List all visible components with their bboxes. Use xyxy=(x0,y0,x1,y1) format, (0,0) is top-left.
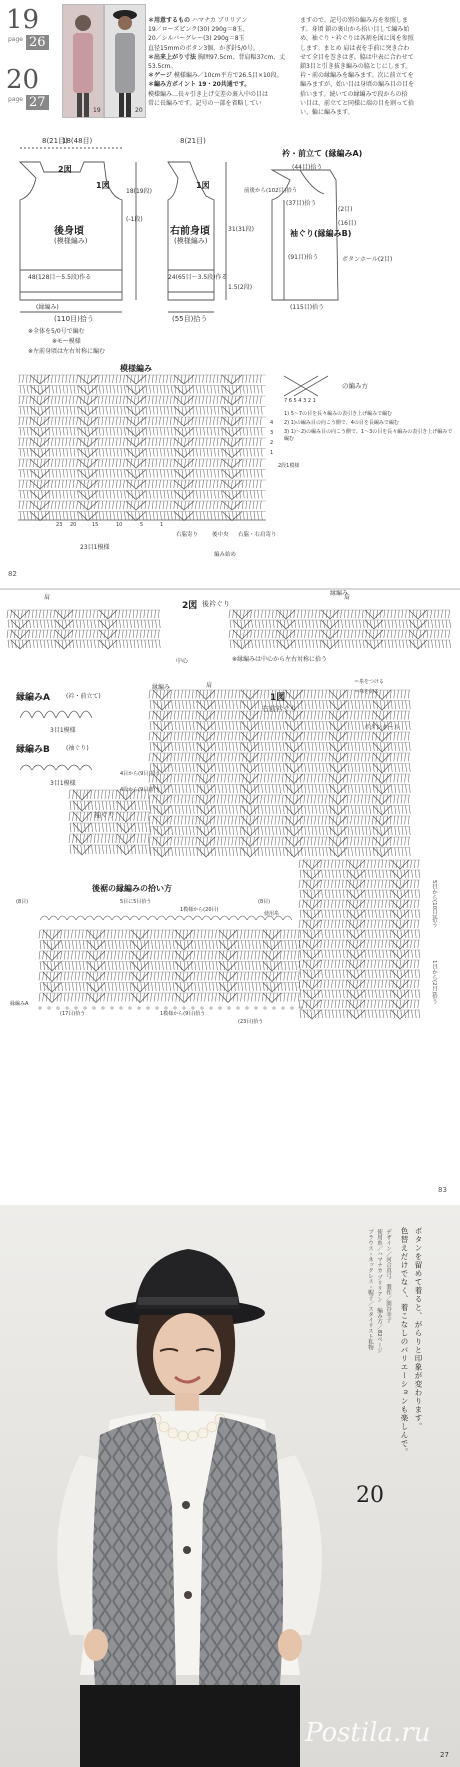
legend-symbol xyxy=(284,376,328,396)
armhole-pick-2: 4段から(9目)拾う xyxy=(120,787,161,793)
method-line-6: します。まとめ 肩は表を手前に突き合わ xyxy=(300,44,410,52)
materials-title: ＊用意するもの xyxy=(148,17,191,24)
item-number-20: 20 xyxy=(356,1483,384,1508)
edge-a-label-83: 縁編みA xyxy=(10,1001,29,1007)
hem-dim-6: (17目)拾う xyxy=(60,1011,86,1017)
front-body-sub: (模様編み) xyxy=(174,237,208,245)
edge-dim-8: (115目)拾う xyxy=(290,304,325,311)
label-side-shoulder: 右脇・右肩寄り xyxy=(238,532,277,538)
neck-shoulder-right: 肩 xyxy=(344,594,351,601)
edge-title: 衿・前立て (縁編みA) xyxy=(282,149,363,158)
pattern-title: 模様編み xyxy=(120,364,152,373)
credit-line-2: 使用糸／ハマナカ ブリリアン 編み方／82ページ xyxy=(376,1229,382,1354)
note-hook: ※全体を5/0号で編む xyxy=(28,328,85,335)
hem-dim-3: 1模様から(20目) xyxy=(180,907,219,913)
thumb-20-number: 20 xyxy=(6,65,40,95)
scale-23: 23 xyxy=(56,522,63,528)
neck-shoulder-left: 肩 xyxy=(44,594,51,601)
edgeB-sub: (袖ぐり) xyxy=(66,745,89,752)
dim-height: 31(31段) xyxy=(228,226,254,233)
method-line-9: 衿・前の縁編みを編みます。次に前立てを xyxy=(300,72,414,80)
dim-depth: 1.5(2段) xyxy=(228,284,253,291)
neck-center: 中心 xyxy=(176,658,189,665)
photo-label-19: 19 xyxy=(93,107,101,114)
neck-fig-sub: 後衿ぐり xyxy=(202,600,230,608)
fig1-title-83: 1図 xyxy=(270,693,286,703)
face xyxy=(153,1313,221,1397)
edgeA-sub: (衿・前立て) xyxy=(66,693,101,700)
neck-note: ※縁編みは中心から左右対称に拾う xyxy=(232,656,328,663)
scale-15: 15 xyxy=(92,522,99,528)
legend-nums: 7 6 5 4 3 2 1 xyxy=(284,398,316,404)
edge-dim-1: (44目)拾う xyxy=(292,164,323,171)
repeat-label: 23目1模様 xyxy=(80,544,110,551)
black-skirt xyxy=(80,1685,300,1767)
caption-line-2: 色替えだけでなく、着こなしのバリエーションも楽しんで。 xyxy=(400,1227,409,1457)
dim-back-bottom: (110目)拾う xyxy=(54,315,94,323)
row-label-4: 4 xyxy=(270,420,274,426)
scale-20: 20 xyxy=(70,522,77,528)
edgeA-repeat: 3目1模様 xyxy=(50,727,76,734)
dim-shoulder-front: 8(21目) xyxy=(180,137,206,145)
label-back-center: 後中央 xyxy=(212,532,229,538)
buttonhole-label-83: ボタンホール xyxy=(364,724,400,731)
side-note: 5目から(10目)拾う xyxy=(431,880,437,928)
button-1 xyxy=(182,1501,190,1509)
edge-dim-5: (16目) xyxy=(338,220,357,227)
edgeA-title: 縁編みA xyxy=(16,693,50,703)
edge-dim-6: (2目) xyxy=(338,206,353,213)
dim-shoulder-back: 8(21目) xyxy=(42,137,68,145)
scale-5: 5 xyxy=(140,522,144,528)
materials-line-4: 直径15mmのボタン3個、かぎ針5/0号。 xyxy=(148,44,259,52)
hem-dim-7: 1模様から(9目)拾う xyxy=(160,1011,206,1017)
hem-dim-2: 5目に5目拾う xyxy=(120,899,152,905)
stitch-symbols-83 xyxy=(7,610,451,1019)
page-number-27: 27 xyxy=(440,1751,449,1759)
dim-side: (-1段) xyxy=(126,216,143,223)
method-line-2: 常に長編みです。記号の一部を省略してい xyxy=(148,99,262,107)
method-line-13: い、輪に編みます。 xyxy=(300,109,354,117)
label-right-side: 右脇寄り xyxy=(176,532,199,538)
edgeB-repeat: 3目1模様 xyxy=(50,780,76,787)
method-line-11: 拾います。続いての縁編みで段からの拾 xyxy=(300,90,408,98)
edge-dim-4: (91目)拾う xyxy=(288,254,319,261)
size-title: ＊出来上がり寸法 xyxy=(148,53,197,61)
postila-watermark: Postila.ru xyxy=(305,1718,431,1748)
stitch-symbols xyxy=(18,375,266,521)
gauge-title: ＊ゲージ xyxy=(148,72,172,80)
credit-line-3: ブラウス・ネックレス・帽子／スタイリスト私物 xyxy=(367,1229,373,1350)
method-line-1: 模様編み…長々引き上げ交差の裏入中の目は xyxy=(148,90,269,98)
back-body-sub: (模様編み) xyxy=(54,237,88,245)
legend-note-3: 3) 1)～2)の編み目の向こう側で、1～3の目を長々編みの表引き上げ編みで編む xyxy=(284,429,453,442)
neck-fig-title: 2図 xyxy=(182,601,198,611)
thumb-19-number: 19 xyxy=(6,5,40,35)
dim-hem: (縁編み) xyxy=(36,304,59,311)
edge-dim-2: 前後から(102目)拾う xyxy=(244,188,298,194)
legend-cut: ＝糸を切る xyxy=(354,689,380,695)
thumb-19-page-number: 26 xyxy=(26,35,49,50)
scale-1: 1 xyxy=(160,522,164,528)
legend-note-1: 1) 5～7の目を長々編みの表引き上げ編みで編む xyxy=(284,411,393,417)
materials-line-1: ハマナカ ブリリアン xyxy=(191,17,248,24)
hem-title: 後裾の縁編みの拾い方 xyxy=(92,884,172,893)
row-label-2: 2 xyxy=(270,440,274,446)
materials-line-2: 19／ローズピンク(30) 290g＝8玉、 xyxy=(148,26,249,34)
pattern-stitch-chart xyxy=(0,0,460,585)
materials-line-3: 20／シルバーグレー(3) 290g＝8玉 xyxy=(148,35,245,43)
fig1-label-back: 1図 xyxy=(96,181,110,190)
side-note-2: 1目から(2目)拾う xyxy=(431,960,437,1005)
front-edge-label: 縁編み xyxy=(152,684,171,691)
button-2 xyxy=(183,1546,191,1554)
front-shoulder-label: 肩 xyxy=(206,682,213,689)
thumb-19-page-label: page xyxy=(8,36,23,43)
legend-note-2: 2) 1)の編み目の向こう側で、4の目を長編みで編む xyxy=(284,420,399,426)
credit-line-1: デザイン／河合真弓 製作／関谷幸子 xyxy=(385,1229,391,1323)
button-hole-label: ボタンホール(2目) xyxy=(342,256,393,263)
note-pattern: ※モー模様 xyxy=(52,338,81,345)
armhole-pick: 4目から(9目)拾う xyxy=(120,771,161,777)
back-body-title: 後身頃 xyxy=(54,226,84,237)
method-line-5: め、袖ぐり・衿ぐりは各割を図に図を参照 xyxy=(300,35,414,43)
size-text: 胸囲97.5cm、背肩幅37cm、丈53.5cm。 xyxy=(148,53,286,71)
fig1-label-front: 1図 xyxy=(196,181,210,190)
scale-10: 10 xyxy=(116,522,123,528)
method-line-10: 編みますが、始い目は身頃の編み目の目を xyxy=(300,81,415,89)
neck-armhole-chart xyxy=(0,590,460,1207)
row-label-1: 1 xyxy=(270,450,274,456)
method-line-4: す。身頃 鎖の裏山から拾い目して編み始 xyxy=(300,26,410,34)
legend-title: の編み方 xyxy=(342,382,368,390)
armhole-label: 袖ぐり xyxy=(94,811,115,819)
start-label: 編み始め xyxy=(214,552,237,558)
dim-front-width: 24(65目～3.5段)作る xyxy=(168,274,228,281)
note-left-front: ※左前身頃は左右対称に編む xyxy=(28,348,106,355)
neck-edge-label: 縁編み xyxy=(330,590,349,597)
thumb-20-page-label: page xyxy=(8,96,23,103)
button-3 xyxy=(184,1591,192,1599)
hem-dim-8: (23目)拾う xyxy=(238,1019,264,1025)
method-line-12: い目は、前立てと同様に端の目を割って拾 xyxy=(300,99,415,107)
method-title: ＊編み方ポイント 19・20共通です。 xyxy=(148,81,251,89)
dim-back-width: 48(128目～5.5段)作る xyxy=(28,274,92,281)
method-line-7: せて全目を巻きはぎ。脇は中表に合わせて xyxy=(300,53,414,61)
sleeve-label: 袖ぐり(縁編みB) xyxy=(290,229,352,238)
page-number-82: 82 xyxy=(8,570,17,578)
page-number-83: 83 xyxy=(438,1186,447,1194)
method-line-3: ますので、記号の別の編み方を参照しま xyxy=(300,17,408,24)
method-line-8: 鎖3目と引き抜き編みの脇とじにします。 xyxy=(300,63,412,71)
row-label-3: 3 xyxy=(270,430,274,436)
page-27-photo xyxy=(0,1205,460,1767)
fig1-sub-83: 右前衿ぐり xyxy=(262,705,297,713)
edgeB-title: 縁編みB xyxy=(16,745,50,755)
dim-arm: 18(19段) xyxy=(126,188,152,195)
front-body-title: 右前身頃 xyxy=(170,226,210,237)
hem-dim-5: 使用糸 xyxy=(264,911,280,917)
row-note: 2段1模様 xyxy=(278,463,300,469)
dim-front-bottom: (55目)拾う xyxy=(172,315,208,323)
dim-top-back: 18(48目) xyxy=(62,137,93,145)
gauge-text: 模様編み／10cm平方で26.5目×10段。 xyxy=(173,72,283,80)
page-82 xyxy=(0,0,460,585)
caption-line-1: ボタンを留めて着ると、がらりと印象が変わります。 xyxy=(414,1227,423,1431)
fig2-label-back: 2図 xyxy=(58,165,72,174)
hem-dim-4: (8目) xyxy=(258,899,271,905)
edge-dim-3: (37目)拾う xyxy=(286,200,317,207)
page-83 xyxy=(0,588,460,1207)
thumb-20-page-number: 27 xyxy=(26,95,49,110)
legend-attach: ＝糸をつける xyxy=(354,679,385,685)
photo-label-20: 20 xyxy=(135,107,143,114)
hem-dim-1: (8目) xyxy=(16,899,29,905)
